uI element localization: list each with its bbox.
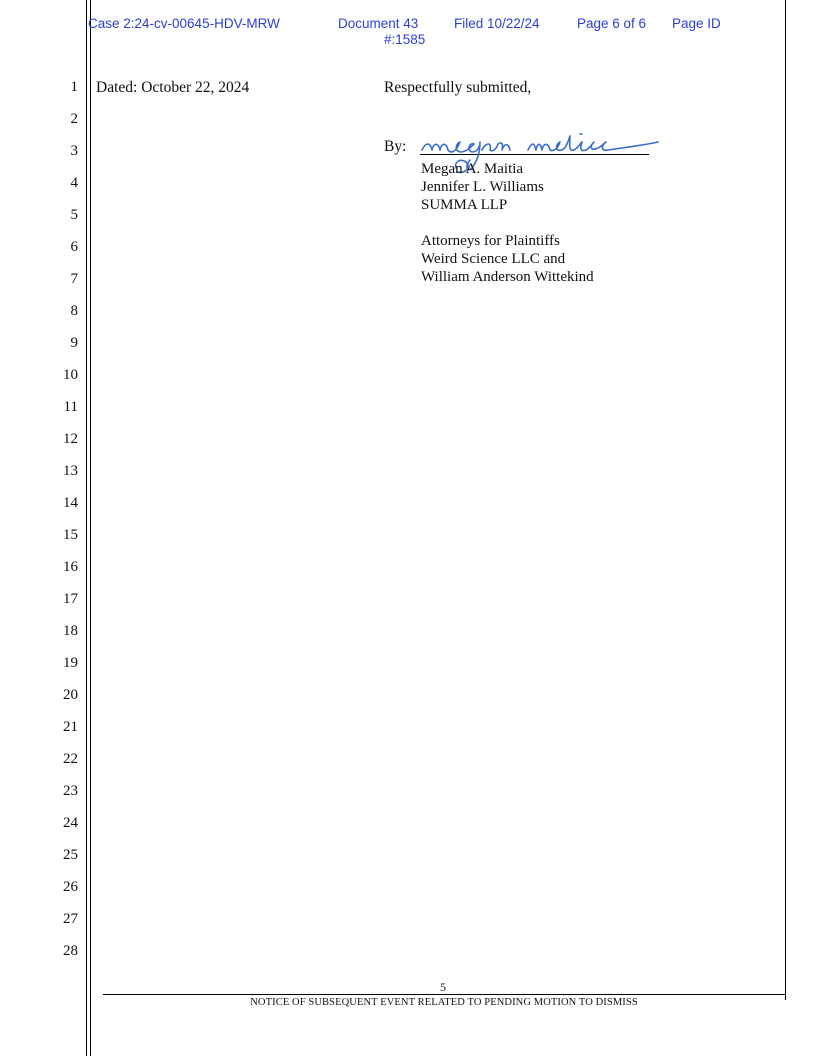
line-number: 23 [63,783,78,799]
client-line-2: William Anderson Wittekind [421,269,594,285]
line-number: 26 [63,879,78,895]
line-number: 21 [63,719,78,735]
line-number: 18 [63,623,78,639]
firm-name: SUMMA LLP [421,197,508,213]
line-number: 25 [63,847,78,863]
left-margin-rule-inner [90,0,91,1056]
line-number: 16 [63,559,78,575]
signer-spacer [421,214,594,232]
page-count: Page 6 of 6 [577,16,647,31]
line-number: 11 [63,399,78,415]
attorneys-for-line: Attorneys for Plaintiffs [421,233,560,249]
page-id-label: Page ID [672,16,721,31]
line-number: 4 [70,175,78,191]
dated-line: Dated: October 22, 2024 [96,79,250,96]
signer-name-2: Jennifer L. Williams [421,179,544,195]
filed-date: Filed 10/22/24 [454,16,540,31]
line-number: 5 [70,207,78,223]
by-label: By: [384,138,407,155]
page-number: 5 [440,980,446,994]
line-number: 20 [63,687,78,703]
closing-line: Respectfully submitted, [384,79,532,96]
line-number: 12 [63,431,78,447]
line-number: 7 [70,271,78,287]
footer-title: NOTICE OF SUBSEQUENT EVENT RELATED TO PENDING MOTION TO DISMISS [250,997,638,1008]
footer-rule [103,994,785,995]
left-margin-rule-outer [86,0,87,1056]
line-number: 13 [63,463,78,479]
signature-block [421,160,594,286]
client-line-1: Weird Science LLC and [421,251,566,267]
page-id-number: #:1585 [384,32,426,47]
line-number: 2 [70,111,78,127]
line-number: 10 [63,367,78,383]
right-margin-rule [785,0,786,1000]
line-number: 3 [70,143,78,159]
line-number: 27 [63,911,78,927]
line-number: 19 [63,655,78,671]
line-number: 9 [70,335,78,351]
line-number: 24 [63,815,78,831]
line-number: 1 [70,79,78,95]
document-number: Document 43 [338,16,419,31]
signer-name-1: Megan A. Maitia [421,161,524,177]
case-number: Case 2:24-cv-00645-HDV-MRW [88,16,280,31]
line-number: 6 [70,239,78,255]
line-number: 22 [63,751,78,767]
line-number: 17 [63,591,78,607]
line-number: 14 [63,495,78,511]
line-number: 15 [63,527,78,543]
line-number: 28 [63,943,78,959]
line-number: 8 [70,303,78,319]
